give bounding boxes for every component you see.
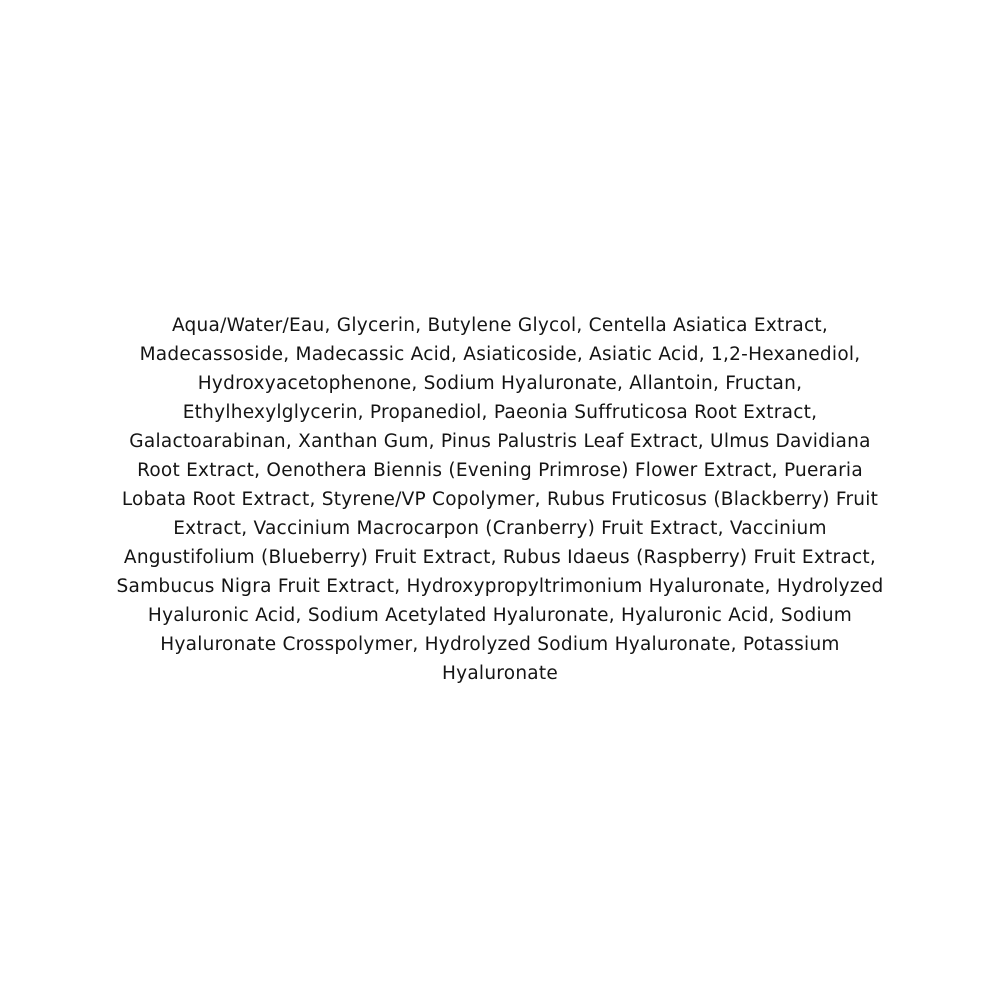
ingredient-line: Ethylhexylglycerin, Propanediol, Paeonia Suffruticosa Root Extract, (182, 402, 818, 423)
ingredient-line: Lobata Root Extract, Styrene/VP Copolymer, Rubus Fruticosus (Blackberry) Fruit (121, 489, 879, 510)
ingredient-line: Angustifolium (Blueberry) Fruit Extract, Rubus Idaeus (Raspberry) Fruit Extract, (123, 547, 877, 568)
ingredient-line: Sambucus Nigra Fruit Extract, Hydroxypropyltrimonium Hyaluronate, Hydrolyzed (116, 576, 884, 597)
ingredient-line: Hyaluronate Crosspolymer, Hydrolyzed Sodium Hyaluronate, Potassium (160, 634, 840, 655)
ingredient-line: Hyaluronate (441, 663, 559, 684)
ingredient-line: Extract, Vaccinium Macrocarpon (Cranberry) Fruit Extract, Vaccinium (173, 518, 827, 539)
ingredient-line: Madecassoside, Madecassic Acid, Asiaticoside, Asiatic Acid, 1,2-Hexanediol, (139, 344, 861, 365)
ingredient-line: Hyaluronic Acid, Sodium Acetylated Hyaluronate, Hyaluronic Acid, Sodium (147, 605, 853, 626)
ingredient-line: Hydroxyacetophenone, Sodium Hyaluronate, Allantoin, Fructan, (197, 373, 803, 394)
ingredient-line: Galactoarabinan, Xanthan Gum, Pinus Palustris Leaf Extract, Ulmus Davidiana (129, 431, 871, 452)
ingredient-line: Root Extract, Oenothera Biennis (Evening Primrose) Flower Extract, Pueraria (137, 460, 863, 481)
ingredient-list (100, 311, 900, 688)
ingredient-line: Aqua/Water/Eau, Glycerin, Butylene Glycol, Centella Asiatica Extract, (171, 315, 829, 336)
